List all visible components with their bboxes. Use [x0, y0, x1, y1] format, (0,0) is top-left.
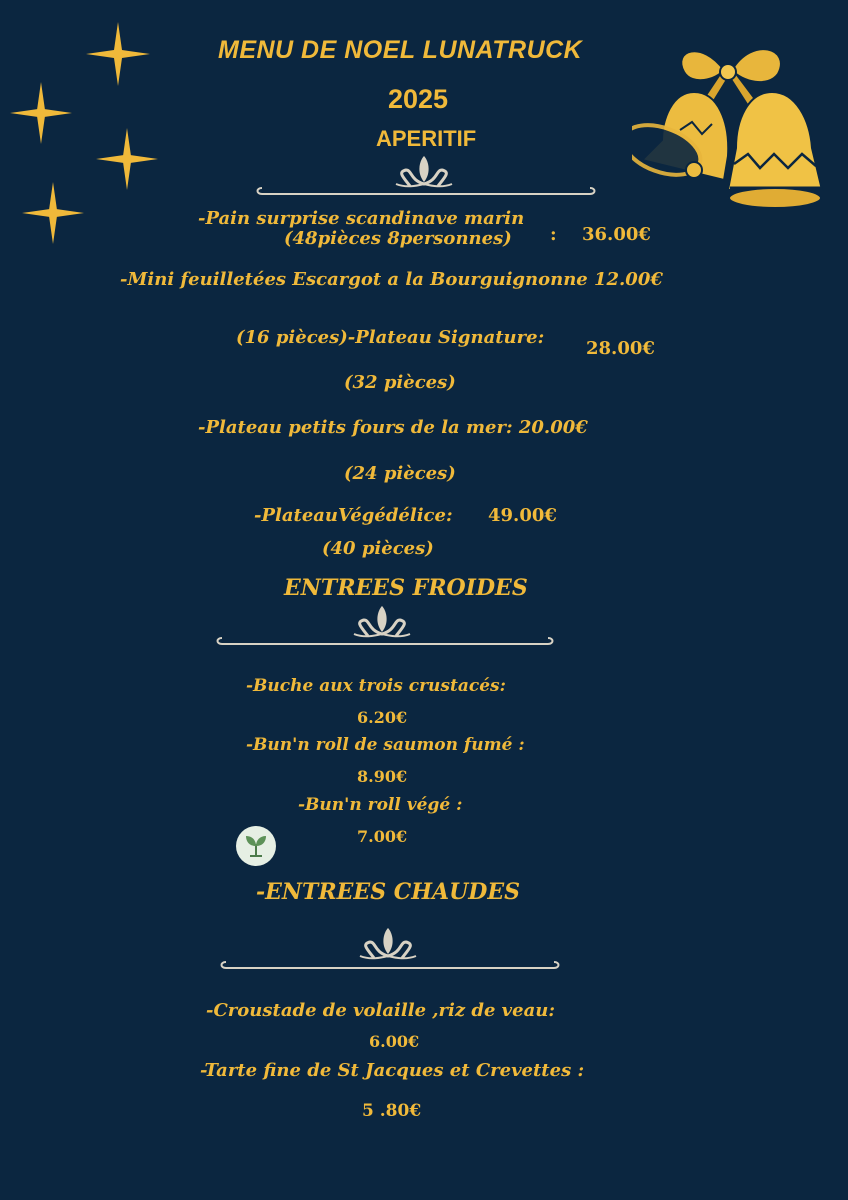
- aperitif-item5-name: -PlateauVégédélice:: [254, 505, 453, 526]
- aperitif-item2-line: -Mini feuilletées Escargot a la Bourguignonne 12.00€: [120, 269, 663, 290]
- star-icon: [86, 22, 150, 86]
- christmas-bells-icon: [632, 30, 832, 215]
- aperitif-item5-detail: (40 pièces): [322, 538, 434, 559]
- aperitif-item1-separator: :: [550, 224, 557, 245]
- entree-froide-item3-name: -Bun'n roll végé :: [298, 795, 463, 815]
- entree-froide-item2-price: 8.90€: [357, 767, 408, 786]
- vegan-leaf-icon: [236, 826, 276, 866]
- menu-title: MENU DE NOEL LUNATRUCK: [218, 36, 583, 64]
- entree-froide-item2-name: -Bun'n roll de saumon fumé :: [246, 735, 525, 755]
- entree-chaude-item1-name: -Croustade de volaille ,riz de veau:: [206, 1000, 555, 1021]
- aperitif-item5-price: 49.00€: [488, 505, 557, 526]
- fleur-ornament-icon: [256, 154, 596, 200]
- entree-chaude-item1-price: 6.00€: [369, 1032, 420, 1051]
- star-icon: [10, 82, 72, 144]
- entree-froide-item1-price: 6.20€: [357, 708, 408, 727]
- section-title-aperitif: APERITIF: [376, 126, 477, 151]
- star-icon: [96, 128, 158, 190]
- fleur-ornament-icon: [220, 926, 560, 976]
- section-title-entrees-froides: ENTREES FROIDES: [284, 575, 528, 601]
- section-title-entrees-chaudes: -ENTREES CHAUDES: [256, 879, 521, 905]
- aperitif-item4-line: -Plateau petits fours de la mer: 20.00€: [198, 417, 588, 438]
- menu-year: 2025: [388, 84, 449, 114]
- entree-chaude-item2-price: 5 .80€: [362, 1101, 422, 1121]
- entree-chaude-item2-name: -Tarte fine de St Jacques et Crevettes :: [200, 1060, 585, 1081]
- aperitif-item4-detail: (24 pièces): [344, 463, 456, 484]
- fleur-ornament-icon: [216, 606, 554, 652]
- aperitif-item3-line: (16 pièces)-Plateau Signature:: [236, 327, 545, 348]
- star-icon: [22, 182, 84, 244]
- aperitif-item3-detail: (32 pièces): [344, 372, 456, 393]
- aperitif-item1-name: -Pain surprise scandinave marin: [198, 208, 525, 229]
- aperitif-item3-price: 28.00€: [586, 338, 655, 359]
- entree-froide-item3-price: 7.00€: [357, 827, 408, 846]
- aperitif-item1-price: 36.00€: [582, 224, 651, 245]
- entree-froide-item1-name: -Buche aux trois crustacés:: [246, 676, 506, 696]
- aperitif-item1-detail: (48pièces 8personnes): [284, 228, 512, 249]
